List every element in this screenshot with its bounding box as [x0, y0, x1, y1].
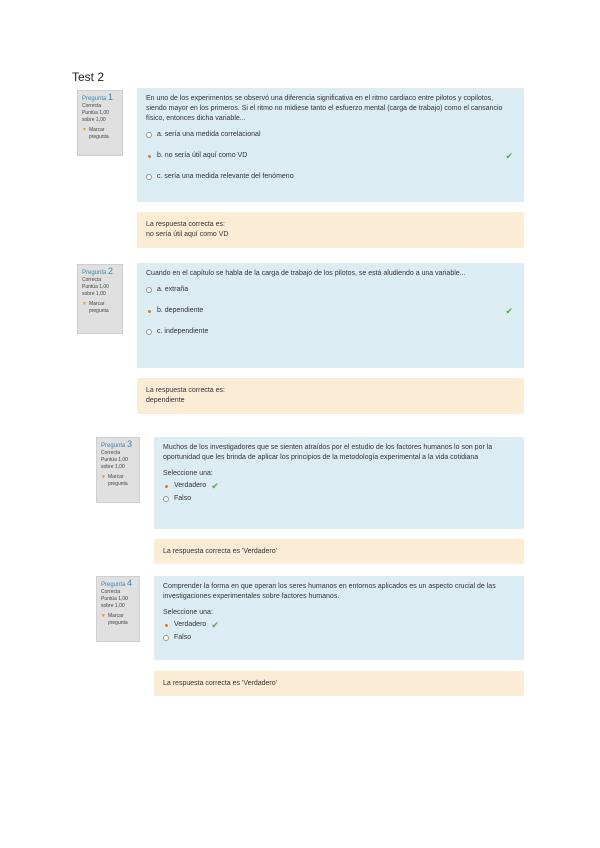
check-icon: ✔ [505, 150, 513, 161]
answer-option-b[interactable]: b. no sería útil aquí como VD ✔ [146, 151, 515, 161]
flag-question-button[interactable]: ▼ Marcar pregunta [101, 613, 128, 626]
check-icon: ✔ [505, 305, 513, 316]
flag-question-button[interactable]: ▼ Marcar pregunta [82, 301, 109, 314]
question-text: En uno de los experimentos se observó una diferencia significativa en el ritmo cardiaco entre pilotos y copilotos, siendo mayor en los primeros. Si el ritmo no midiese tanto el esfuerzo mental (carga de trabajo) como el cansancio físico, entonces dicha variable... [146, 95, 503, 122]
question-box-2 [137, 263, 524, 368]
radio-button[interactable] [146, 329, 152, 335]
question-number: Pregunta 2 [82, 266, 114, 276]
question-box-3 [154, 437, 524, 529]
radio-button-selected[interactable] [146, 153, 152, 159]
question-number: Pregunta 1 [82, 92, 114, 102]
flag-question-button[interactable]: ▼ Marcar pregunta [82, 127, 109, 140]
correct-answer: La respuesta correcta es 'Verdadero' [163, 548, 277, 555]
question-status: Correcta [101, 589, 121, 595]
radio-button-selected[interactable] [163, 622, 169, 628]
flag-icon: ▼ [82, 127, 87, 133]
radio-button-selected[interactable] [146, 308, 152, 314]
question-text: Cuando en el capítulo se habla de la carga de trabajo de los pilotos, se está aludiendo a una variable... [146, 270, 466, 277]
flag-icon: ▼ [101, 613, 106, 619]
check-icon: ✔ [211, 480, 219, 491]
answer-option-true[interactable]: Verdadero ✔ [163, 620, 515, 630]
radio-button[interactable] [146, 174, 152, 180]
radio-button[interactable] [146, 132, 152, 138]
question-info-2 [77, 264, 123, 334]
question-status: Correcta [101, 450, 121, 456]
feedback-box-2: La respuesta correcta es: dependiente [137, 378, 524, 414]
radio-button[interactable] [146, 287, 152, 293]
question-number: Pregunta 3 [101, 439, 133, 449]
feedback-box-1: La respuesta correcta es: no sería útil aquí como VD [137, 212, 524, 248]
question-score: Puntúa 1,00 sobre 1,00 [101, 596, 128, 609]
answer-option-c[interactable]: c. sería una medida relevante del fenómeno [146, 172, 515, 182]
question-status: Correcta [82, 277, 102, 283]
radio-button-selected[interactable] [163, 483, 169, 489]
page-title: Test 2 [72, 70, 105, 84]
feedback-box-4 [154, 671, 524, 696]
feedback-box-3 [154, 539, 524, 564]
flag-question-button[interactable]: ▼ Marcar pregunta [101, 474, 128, 487]
question-number: Pregunta 4 [101, 578, 133, 588]
answer-option-a[interactable]: a. sería una medida correlacional [146, 130, 515, 140]
question-score: Puntúa 1,00 sobre 1,00 [101, 457, 128, 470]
correct-answer: no sería útil aquí como VD [146, 231, 229, 238]
flag-icon: ▼ [82, 301, 87, 307]
question-box-4 [154, 576, 524, 660]
select-prompt: Seleccione una: [163, 609, 213, 616]
question-score: Puntúa 1,00 sobre 1,00 [82, 284, 109, 297]
correct-answer: La respuesta correcta es 'Verdadero' [163, 680, 277, 687]
answer-option-false[interactable]: Falso [163, 633, 515, 643]
question-info-4 [96, 576, 140, 642]
radio-button[interactable] [163, 496, 169, 502]
radio-button[interactable] [163, 635, 169, 641]
correct-answer: dependiente [146, 397, 185, 404]
check-icon: ✔ [211, 619, 219, 630]
answer-option-c[interactable]: c. independiente [146, 327, 515, 337]
answer-option-a[interactable]: a. extraña [146, 285, 515, 295]
select-prompt: Seleccione una: [163, 470, 213, 477]
answer-option-b[interactable]: b. dependiente ✔ [146, 306, 515, 316]
question-text: Comprender la forma en que operan los seres humanos en entornos aplicados es un aspecto crucial de las investigaciones experimentales sobre factores humanos. [163, 583, 496, 600]
question-info-3 [96, 437, 140, 503]
question-text: Muchos de los investigadores que se sienten atraídos por el estudio de los factores humanos lo son por la oportunidad que les brinda de aplicar los principios de la metodología experimental a la vida cotidiana [163, 444, 493, 461]
question-box-1 [137, 88, 524, 202]
question-score: Puntúa 1,00 sobre 1,00 [82, 110, 109, 123]
flag-icon: ▼ [101, 474, 106, 480]
answer-option-true[interactable]: Verdadero ✔ [163, 481, 515, 491]
answer-option-false[interactable]: Falso [163, 494, 515, 504]
question-status: Correcta [82, 103, 102, 109]
question-info-1 [77, 90, 123, 156]
